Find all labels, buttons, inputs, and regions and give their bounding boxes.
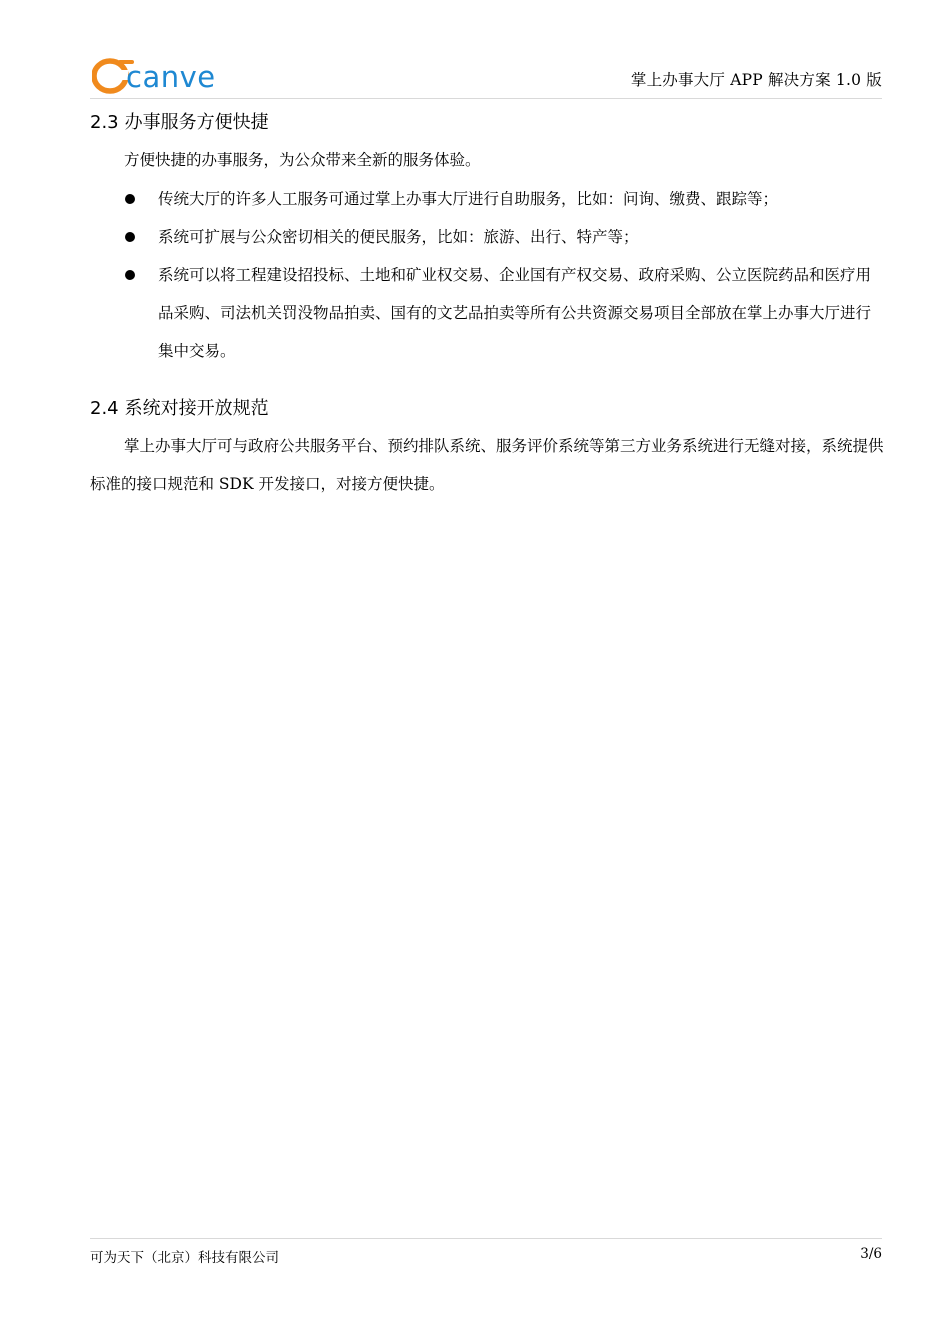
section-title: 办事服务方便快捷 [124,112,269,133]
bullet-icon [125,232,135,242]
footer-divider [90,1238,882,1239]
list-item [122,180,884,218]
bullet-icon [125,270,135,280]
bullet-icon [125,194,135,204]
section-intro: 方便快捷的办事服务，为公众带来全新的服务体验。 [124,151,481,169]
list-item-text: 系统可扩展与公众密切相关的便民服务，比如：旅游、出行、特产等； [158,228,639,246]
section-heading-2-4 [90,394,269,420]
canve-logo [92,54,222,98]
list-item [122,218,884,256]
bullet-list [122,180,884,370]
page-number: 3/6 [860,1246,882,1262]
list-item-text: 系统可以将工程建设招投标、土地和矿业权交易、企业国有产权交易、政府采购、公立医院药品和医疗用品采购、司法机关罚没物品拍卖、国有的文艺品拍卖等所有公共资源交易项目全部放在掌上办事大厅进行集中交易。 [158,266,872,360]
section-body: 掌上办事大厅可与政府公共服务平台、预约排队系统、服务评价系统等第三方业务系统进行无缝对接，系统提供标准的接口规范和 SDK 开发接口，对接方便快捷。 [90,437,884,493]
section-heading-2-3 [90,108,269,134]
footer-company: 可为天下（北京）科技有限公司 [90,1250,279,1266]
logo-wordmark: canve [126,60,216,94]
header-divider [90,98,882,99]
section-number: 2.4 [90,398,119,419]
section-number: 2.3 [90,112,119,133]
list-item-text: 传统大厅的许多人工服务可通过掌上办事大厅进行自助服务，比如：问询、缴费、跟踪等； [158,190,779,208]
section-title: 系统对接开放规范 [124,398,269,419]
list-item [122,256,884,370]
header-title: 掌上办事大厅 APP 解决方案 1.0 版 [630,71,882,89]
